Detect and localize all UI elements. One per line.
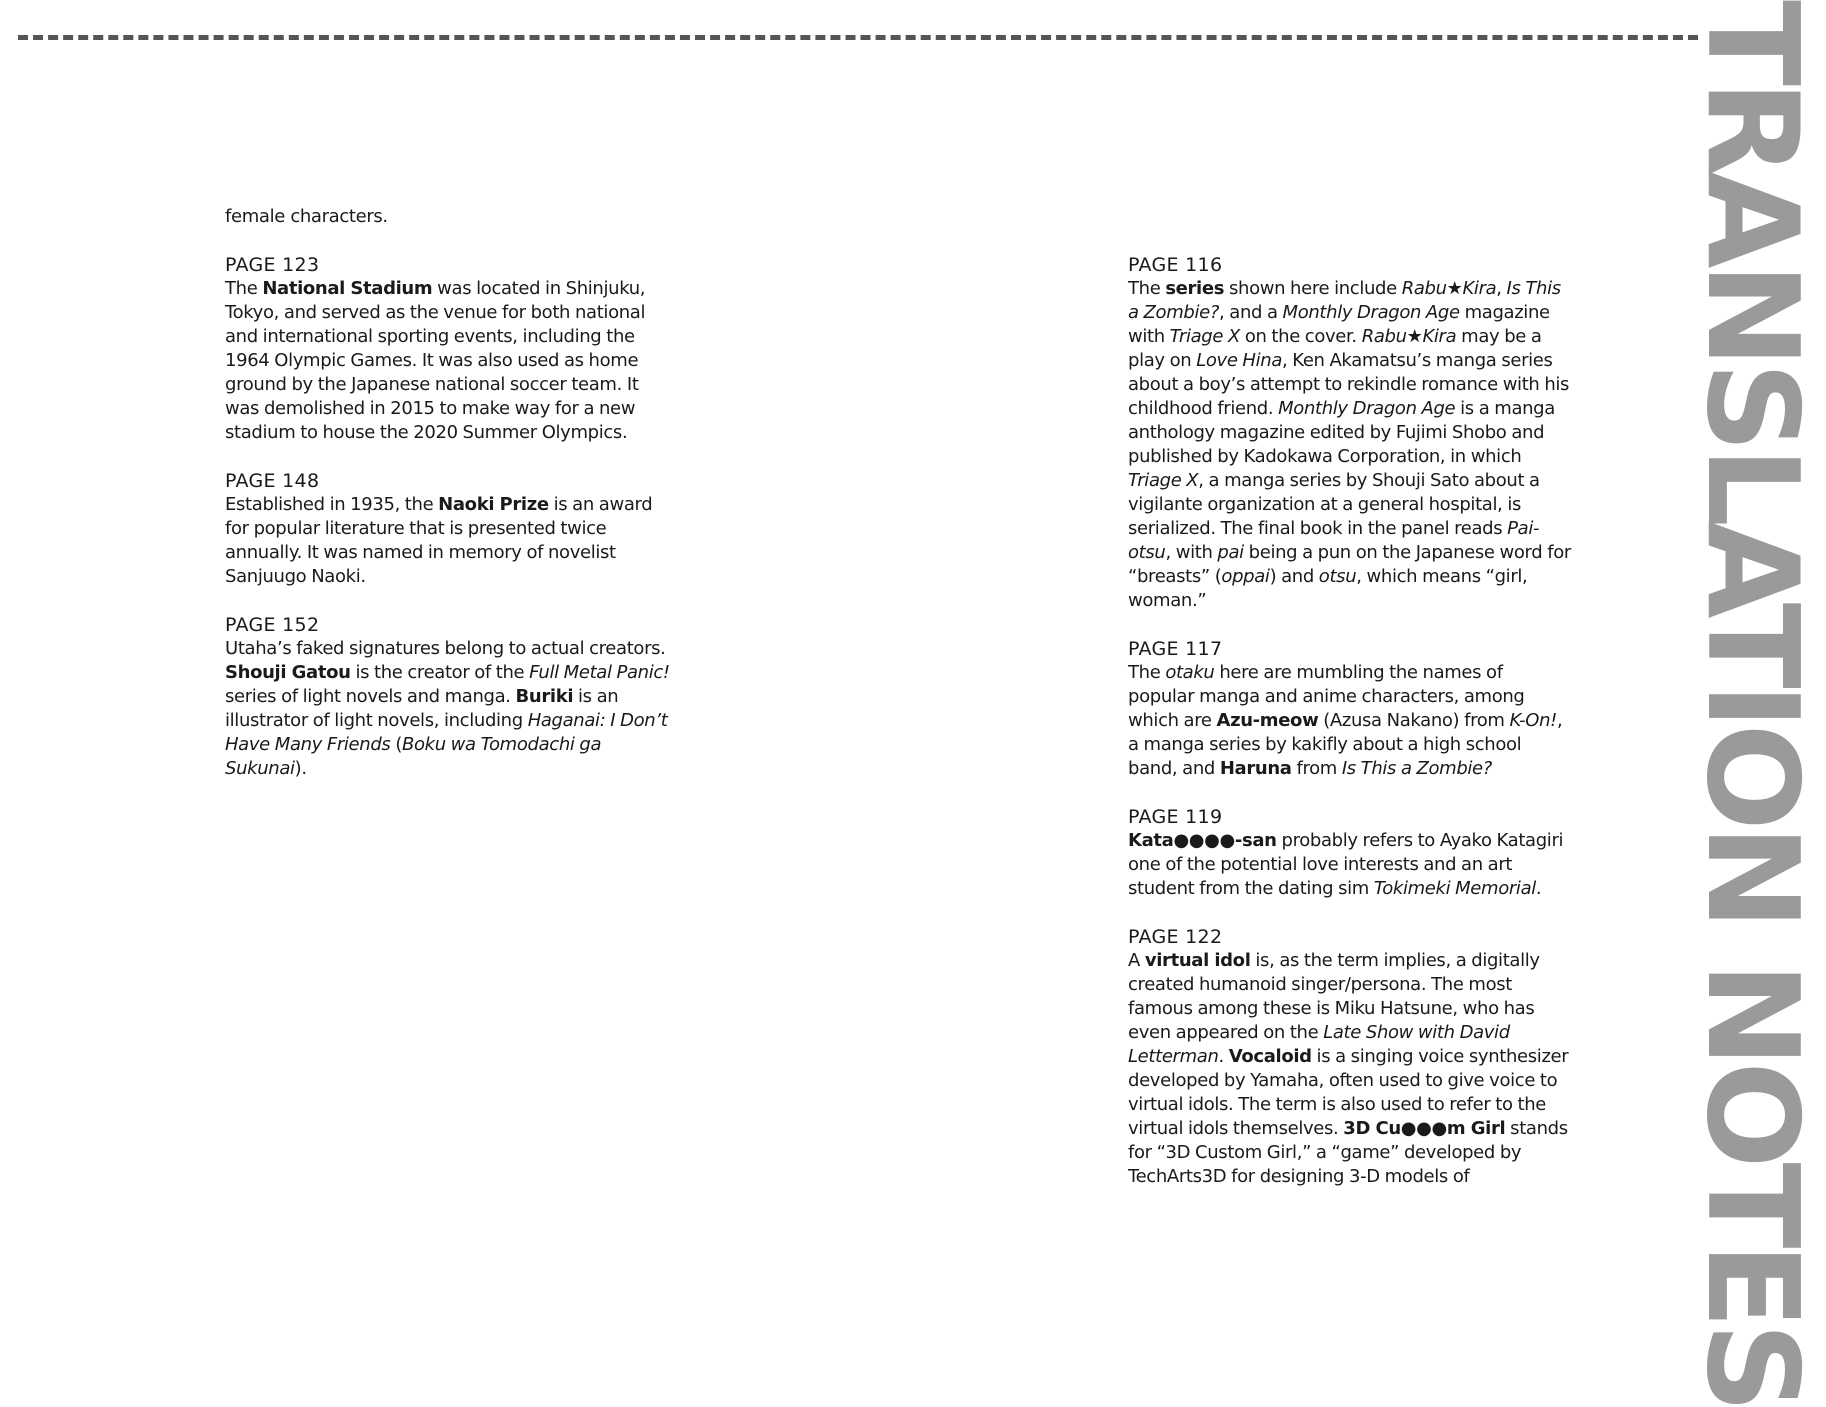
body-text: probably refers to Ayako Katagiri one of the potential love interests and an art student from the dating sim [1128, 830, 1564, 899]
italic-title: Is This a Zombie? [1128, 278, 1561, 323]
note-block [1128, 805, 1573, 901]
body-text: may be a play on [1128, 326, 1542, 371]
body-text: shown here include [1224, 278, 1402, 299]
bold-term: Kata●●●●-san [1128, 830, 1277, 851]
bold-term: National Stadium [262, 278, 433, 299]
note-page-heading: PAGE 148 [225, 470, 320, 492]
note-page-heading: PAGE 152 [225, 614, 320, 636]
italic-title: Triage X [1128, 470, 1199, 491]
note-block [1128, 925, 1573, 1189]
body-text: is an award for popular literature that is presented twice annually. It was named in memory of novelist Sanjuugo Naoki. [225, 494, 653, 587]
body-text: , Ken Akamatsu’s manga series about a boy’s attempt to rekindle romance with his childhood friend. [1128, 350, 1570, 419]
body-text: magazine with [1128, 302, 1550, 347]
body-text: was located in Shinjuku, Tokyo, and served as the venue for both national and international sporting events, including the 1964 Olympic Games. It was also used as home ground by the Japanese national soccer team. It was demolished in 2015 to make way for a new stadium to house the 2020 Summer Olympics. [225, 278, 646, 443]
italic-title: Rabu★Kira [1361, 326, 1457, 347]
bold-term: Haruna [1219, 758, 1292, 779]
italic-title: oppai [1221, 566, 1270, 587]
body-text: . [1535, 878, 1542, 899]
italic-title: Rabu★Kira [1401, 278, 1497, 299]
italic-title: Is This a Zombie? [1341, 758, 1492, 779]
note-body [1128, 949, 1573, 1189]
bold-term: Naoki Prize [438, 494, 549, 515]
body-text: , which means “girl, woman.” [1128, 566, 1528, 611]
italic-title: Full Metal Panic! [529, 662, 670, 683]
note-block [225, 613, 670, 781]
note-block [225, 253, 670, 445]
body-text: , with [1165, 542, 1218, 563]
note-block [1128, 253, 1573, 613]
top-dashed-rule [18, 35, 1698, 40]
note-body [1128, 277, 1573, 613]
italic-title: Love Hina [1196, 350, 1283, 371]
bold-term: virtual idol [1144, 950, 1251, 971]
body-text: The [1128, 662, 1166, 683]
note-page-heading: PAGE 122 [1128, 926, 1223, 948]
body-text: is a singing voice synthesizer developed by Yamaha, often used to give voice to virtual idols. The term is also used to refer to the virtual idols themselves. [1128, 1046, 1569, 1139]
italic-title: otaku [1165, 662, 1215, 683]
body-text: on the cover. [1239, 326, 1362, 347]
body-text: series of light novels and manga. [225, 686, 516, 707]
bold-term: Shouji Gatou [225, 662, 351, 683]
left-column [225, 205, 670, 805]
italic-title: Boku wa Tomodachi ga Sukunai [225, 734, 602, 779]
italic-title: Haganai: I Don’t Have Many Friends [225, 710, 668, 755]
body-text: , and a [1219, 302, 1283, 323]
body-text: (Azusa Nakano) from [1318, 710, 1510, 731]
body-text: The [1128, 278, 1166, 299]
note-page-heading: PAGE 123 [225, 254, 320, 276]
italic-title: K-On! [1509, 710, 1557, 731]
bold-term: Buriki [515, 686, 574, 707]
section-title-vertical [1679, 0, 1826, 1407]
note-block [225, 469, 670, 589]
bold-term: Azu-meow [1216, 710, 1319, 731]
continued-text: female characters. [225, 206, 388, 227]
body-text: being a pun on the Japanese word for “breasts” ( [1128, 542, 1571, 587]
body-text: Utaha’s faked signatures belong to actual creators. [225, 638, 666, 659]
section-title-text: TRANSLATION NOTES [1679, 0, 1826, 1407]
body-text: Established in 1935, the [225, 494, 439, 515]
body-text: is a manga anthology magazine edited by Fujimi Shobo and published by Kadokawa Corporation, in which [1128, 398, 1555, 467]
note-page-heading: PAGE 119 [1128, 806, 1223, 828]
italic-title: Monthly Dragon Age [1282, 302, 1460, 323]
italic-title: Late Show with David Letterman [1128, 1022, 1510, 1067]
italic-title: otsu [1318, 566, 1357, 587]
body-text: , a manga series by kakifly about a high school band, and [1128, 710, 1563, 779]
italic-title: Tokimeki Memorial [1373, 878, 1536, 899]
note-body [225, 637, 670, 781]
italic-title: Triage X [1169, 326, 1240, 347]
right-column [1128, 253, 1573, 1213]
body-text: ). [294, 758, 307, 779]
bold-term: Vocaloid [1228, 1046, 1312, 1067]
note-body [225, 277, 670, 445]
body-text: is, as the term implies, a digitally created humanoid singer/persona. The most famous among these is Miku Hatsune, who has even appeared on the [1128, 950, 1540, 1043]
body-text: . [1218, 1046, 1229, 1067]
note-page-heading: PAGE 117 [1128, 638, 1223, 660]
bold-term: series [1165, 278, 1225, 299]
note-body [1128, 829, 1573, 901]
body-text: , [1496, 278, 1507, 299]
note-list [1128, 253, 1573, 1189]
body-text: ) and [1269, 566, 1319, 587]
body-text: here are mumbling the names of popular manga and anime characters, among which are [1128, 662, 1525, 731]
note-body [1128, 661, 1573, 781]
body-text: ( [390, 734, 402, 755]
note-body [225, 493, 670, 589]
body-text: , a manga series by Shouji Sato about a vigilante organization at a general hospital, is serialized. The final book in the panel reads [1128, 470, 1540, 539]
body-text: The [225, 278, 263, 299]
body-text: A [1128, 950, 1145, 971]
note-page-heading: PAGE 116 [1128, 254, 1223, 276]
bold-term: 3D Cu●●●m Girl [1343, 1118, 1506, 1139]
body-text: is an illustrator of light novels, including [225, 686, 619, 731]
note-block [1128, 637, 1573, 781]
note-list [225, 253, 670, 781]
body-text: from [1291, 758, 1342, 779]
body-text: stands for “3D Custom Girl,” a “game” developed by TechArts3D for designing 3-D models of [1128, 1118, 1568, 1187]
italic-title: pai [1217, 542, 1244, 563]
italic-title: Monthly Dragon Age [1278, 398, 1456, 419]
body-text: is the creator of the [350, 662, 530, 683]
italic-title: Pai-otsu [1128, 518, 1540, 563]
